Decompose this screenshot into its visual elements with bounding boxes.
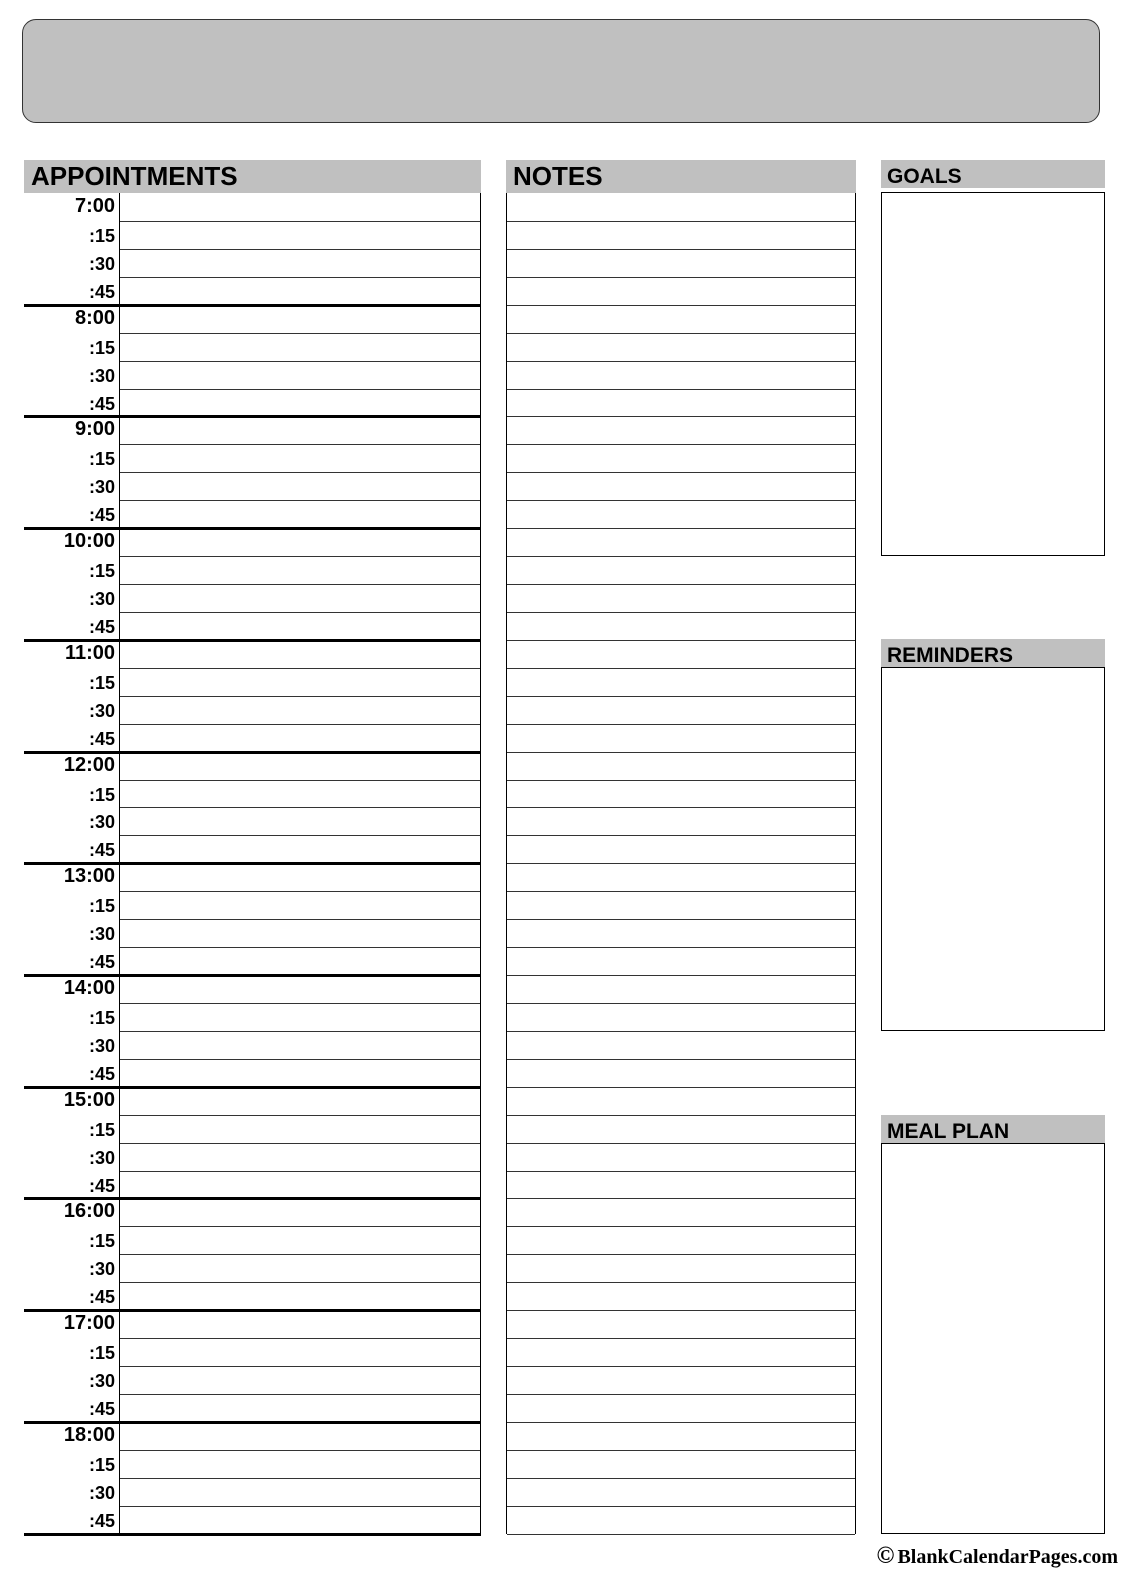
hour-label: 16:00 <box>63 1200 115 1223</box>
quarter-row <box>24 584 481 612</box>
quarter-label: :45 <box>88 728 115 749</box>
hour-row <box>24 752 481 780</box>
appointment-slot[interactable] <box>119 668 481 696</box>
quarter-row <box>24 835 481 863</box>
notes-line[interactable] <box>507 1087 855 1088</box>
notes-line[interactable] <box>507 584 855 585</box>
quarter-row <box>24 1171 481 1199</box>
reminders-box[interactable] <box>881 667 1105 1031</box>
notes-line[interactable] <box>507 249 855 250</box>
appointment-slot[interactable] <box>119 1366 481 1394</box>
notes-line[interactable] <box>507 780 855 781</box>
appointment-slot[interactable] <box>119 752 481 780</box>
notes-line[interactable] <box>507 1003 855 1004</box>
appointment-slot[interactable] <box>119 640 481 668</box>
appointment-slot[interactable] <box>119 249 481 277</box>
quarter-label: :30 <box>88 1147 115 1168</box>
quarter-label: :30 <box>88 1371 115 1392</box>
notes-line[interactable] <box>507 361 855 362</box>
appointment-slot[interactable] <box>119 1282 481 1310</box>
hour-row <box>24 416 481 444</box>
appointment-slot[interactable] <box>119 1310 481 1338</box>
appointment-slot[interactable] <box>119 1143 481 1171</box>
quarter-row <box>24 668 481 696</box>
quarter-label: :15 <box>88 1231 115 1252</box>
appointment-slot[interactable] <box>119 1450 481 1478</box>
hour-row <box>24 528 481 556</box>
appointment-slot[interactable] <box>119 1478 481 1506</box>
quarter-label: :15 <box>88 1343 115 1364</box>
appointment-slot[interactable] <box>119 193 481 221</box>
quarter-row <box>24 724 481 752</box>
quarter-row <box>24 444 481 472</box>
notes-line[interactable] <box>507 612 855 613</box>
appointments-schedule <box>24 193 481 1534</box>
quarter-row <box>24 1115 481 1143</box>
quarter-label: :30 <box>88 365 115 386</box>
appointment-slot[interactable] <box>119 1115 481 1143</box>
quarter-row <box>24 1226 481 1254</box>
notes-line[interactable] <box>507 919 855 920</box>
appointment-slot[interactable] <box>119 584 481 612</box>
hour-label: 7:00 <box>74 195 115 217</box>
quarter-row <box>24 361 481 389</box>
quarter-label: :15 <box>88 784 115 805</box>
quarter-row <box>24 1282 481 1310</box>
notes-line[interactable] <box>507 975 855 976</box>
notes-line[interactable] <box>507 752 855 753</box>
quarter-label: :30 <box>88 1482 115 1503</box>
appointment-slot[interactable] <box>119 556 481 584</box>
notes-line[interactable] <box>507 1198 855 1199</box>
hour-row <box>24 1198 481 1226</box>
appointment-slot[interactable] <box>119 835 481 863</box>
quarter-row <box>24 919 481 947</box>
quarter-row <box>24 891 481 919</box>
reminders-header: REMINDERS <box>881 639 1105 667</box>
notes-line[interactable] <box>507 500 855 501</box>
quarter-row <box>24 947 481 975</box>
hour-label: 12:00 <box>63 753 115 776</box>
appointment-slot[interactable] <box>119 780 481 808</box>
quarter-row <box>24 500 481 528</box>
appointments-header: APPOINTMENTS <box>24 160 481 193</box>
quarter-label: :45 <box>88 1175 115 1196</box>
notes-line[interactable] <box>507 696 855 697</box>
appointment-slot[interactable] <box>119 1171 481 1199</box>
notes-line[interactable] <box>507 277 855 278</box>
quarter-label: :15 <box>88 449 115 470</box>
quarter-row <box>24 333 481 361</box>
appointment-slot[interactable] <box>119 1003 481 1031</box>
appointment-slot[interactable] <box>119 444 481 472</box>
hour-label: 11:00 <box>64 641 115 664</box>
hour-label: 14:00 <box>63 977 115 1000</box>
quarter-row <box>24 1506 481 1534</box>
appointment-slot[interactable] <box>119 1087 481 1115</box>
quarter-label: :30 <box>88 589 115 610</box>
quarter-row <box>24 696 481 724</box>
quarter-label: :15 <box>88 1007 115 1028</box>
quarter-row <box>24 612 481 640</box>
notes-line[interactable] <box>507 835 855 836</box>
meal-plan-box[interactable] <box>881 1143 1105 1534</box>
quarter-label: :45 <box>88 1398 115 1419</box>
notes-line[interactable] <box>507 1115 855 1116</box>
notes-line[interactable] <box>507 668 855 669</box>
notes-line[interactable] <box>507 1310 855 1311</box>
notes-line[interactable] <box>507 444 855 445</box>
notes-line[interactable] <box>507 947 855 948</box>
quarter-row <box>24 1394 481 1422</box>
quarter-row <box>24 389 481 417</box>
notes-line[interactable] <box>507 1534 855 1535</box>
appointment-slot[interactable] <box>119 1226 481 1254</box>
notes-line[interactable] <box>507 1031 855 1032</box>
notes-line[interactable] <box>507 863 855 864</box>
meal-plan-header: MEAL PLAN <box>881 1115 1105 1143</box>
appointment-slot[interactable] <box>119 528 481 556</box>
notes-line[interactable] <box>507 1226 855 1227</box>
appointment-slot[interactable] <box>119 1254 481 1282</box>
appointment-slot[interactable] <box>119 333 481 361</box>
quarter-label: :30 <box>88 1259 115 1280</box>
appointment-slot[interactable] <box>119 891 481 919</box>
quarter-row <box>24 1143 481 1171</box>
footer-site: BlankCalendarPages.com <box>897 1546 1118 1568</box>
appointment-slot[interactable] <box>119 1031 481 1059</box>
goals-box[interactable] <box>881 192 1105 556</box>
appointment-slot[interactable] <box>119 389 481 417</box>
notes-line[interactable] <box>507 1143 855 1144</box>
appointment-slot[interactable] <box>119 1394 481 1422</box>
hour-row <box>24 975 481 1003</box>
quarter-label: :30 <box>88 477 115 498</box>
quarter-row <box>24 1450 481 1478</box>
quarter-row <box>24 1254 481 1282</box>
notes-line[interactable] <box>507 389 855 390</box>
notes-line[interactable] <box>507 1282 855 1283</box>
quarter-row <box>24 1059 481 1087</box>
notes-line[interactable] <box>507 640 855 641</box>
hour-divider <box>24 1533 481 1536</box>
quarter-label: :45 <box>88 1510 115 1531</box>
appointment-slot[interactable] <box>119 416 481 444</box>
hour-row <box>24 305 481 333</box>
quarter-row <box>24 472 481 500</box>
quarter-label: :15 <box>88 1119 115 1140</box>
notes-line[interactable] <box>507 1394 855 1395</box>
hour-row <box>24 1087 481 1115</box>
appointment-slot[interactable] <box>119 919 481 947</box>
notes-line[interactable] <box>507 416 855 417</box>
hour-label: 13:00 <box>63 865 115 888</box>
notes-line[interactable] <box>507 1366 855 1367</box>
notes-line[interactable] <box>507 891 855 892</box>
hour-row <box>24 1310 481 1338</box>
quarter-row <box>24 1003 481 1031</box>
notes-line[interactable] <box>507 1338 855 1339</box>
appointment-slot[interactable] <box>119 975 481 1003</box>
quarter-row <box>24 277 481 305</box>
appointment-slot[interactable] <box>119 221 481 249</box>
notes-line[interactable] <box>507 1450 855 1451</box>
quarter-label: :45 <box>88 393 115 414</box>
notes-line[interactable] <box>507 807 855 808</box>
quarter-label: :15 <box>88 561 115 582</box>
appointment-slot[interactable] <box>119 696 481 724</box>
quarter-row <box>24 1338 481 1366</box>
appointment-slot[interactable] <box>119 612 481 640</box>
appointment-slot[interactable] <box>119 863 481 891</box>
hour-row <box>24 1422 481 1450</box>
hour-label: 8:00 <box>74 306 115 329</box>
quarter-row <box>24 1366 481 1394</box>
appointment-slot[interactable] <box>119 1059 481 1087</box>
appointment-slot[interactable] <box>119 361 481 389</box>
notes-line[interactable] <box>507 1478 855 1479</box>
notes-line[interactable] <box>507 472 855 473</box>
quarter-label: :15 <box>88 337 115 358</box>
copyright-icon: © <box>876 1543 895 1569</box>
quarter-label: :15 <box>88 1454 115 1475</box>
quarter-label: :15 <box>88 896 115 917</box>
title-banner[interactable] <box>22 19 1100 123</box>
quarter-row <box>24 249 481 277</box>
quarter-row <box>24 780 481 808</box>
notes-line[interactable] <box>507 556 855 557</box>
quarter-row <box>24 1031 481 1059</box>
notes-line[interactable] <box>507 1059 855 1060</box>
quarter-label: :30 <box>88 924 115 945</box>
appointment-slot[interactable] <box>119 500 481 528</box>
hour-row <box>24 640 481 668</box>
notes-line[interactable] <box>507 1171 855 1172</box>
appointment-slot[interactable] <box>119 1338 481 1366</box>
quarter-label: :45 <box>88 616 115 637</box>
hour-label: 17:00 <box>63 1312 115 1335</box>
hour-label: 15:00 <box>63 1088 115 1111</box>
quarter-row <box>24 221 481 249</box>
appointment-slot[interactable] <box>119 947 481 975</box>
quarter-label: :30 <box>88 700 115 721</box>
footer-credit <box>877 1543 1119 1570</box>
appointment-slot[interactable] <box>119 1422 481 1450</box>
quarter-label: :45 <box>88 505 115 526</box>
quarter-label: :30 <box>88 812 115 833</box>
appointment-slot[interactable] <box>119 724 481 752</box>
quarter-label: :15 <box>88 225 115 246</box>
notes-line[interactable] <box>507 1422 855 1423</box>
notes-header: NOTES <box>506 160 856 193</box>
appointment-slot[interactable] <box>119 472 481 500</box>
notes-line[interactable] <box>507 305 855 306</box>
notes-line[interactable] <box>507 528 855 529</box>
appointment-slot[interactable] <box>119 1198 481 1226</box>
appointment-slot[interactable] <box>119 807 481 835</box>
goals-header: GOALS <box>881 160 1105 188</box>
quarter-label: :30 <box>88 253 115 274</box>
quarter-row <box>24 1478 481 1506</box>
notes-line[interactable] <box>507 1506 855 1507</box>
quarter-label: :45 <box>88 840 115 861</box>
appointment-slot[interactable] <box>119 1506 481 1534</box>
notes-lines <box>506 193 856 1534</box>
notes-line[interactable] <box>507 333 855 334</box>
hour-label: 10:00 <box>63 530 115 553</box>
hour-row <box>24 863 481 891</box>
quarter-label: :45 <box>88 952 115 973</box>
quarter-label: :45 <box>88 1287 115 1308</box>
quarter-label: :15 <box>88 672 115 693</box>
appointment-slot[interactable] <box>119 305 481 333</box>
hour-row <box>24 193 481 221</box>
hour-label: 18:00 <box>63 1423 115 1446</box>
quarter-label: :30 <box>88 1035 115 1056</box>
quarter-label: :45 <box>88 1063 115 1084</box>
appointment-slot[interactable] <box>119 277 481 305</box>
notes-line[interactable] <box>507 221 855 222</box>
notes-line[interactable] <box>507 724 855 725</box>
quarter-label: :45 <box>88 281 115 302</box>
quarter-row <box>24 807 481 835</box>
hour-label: 9:00 <box>74 418 115 441</box>
quarter-row <box>24 556 481 584</box>
notes-line[interactable] <box>507 1254 855 1255</box>
